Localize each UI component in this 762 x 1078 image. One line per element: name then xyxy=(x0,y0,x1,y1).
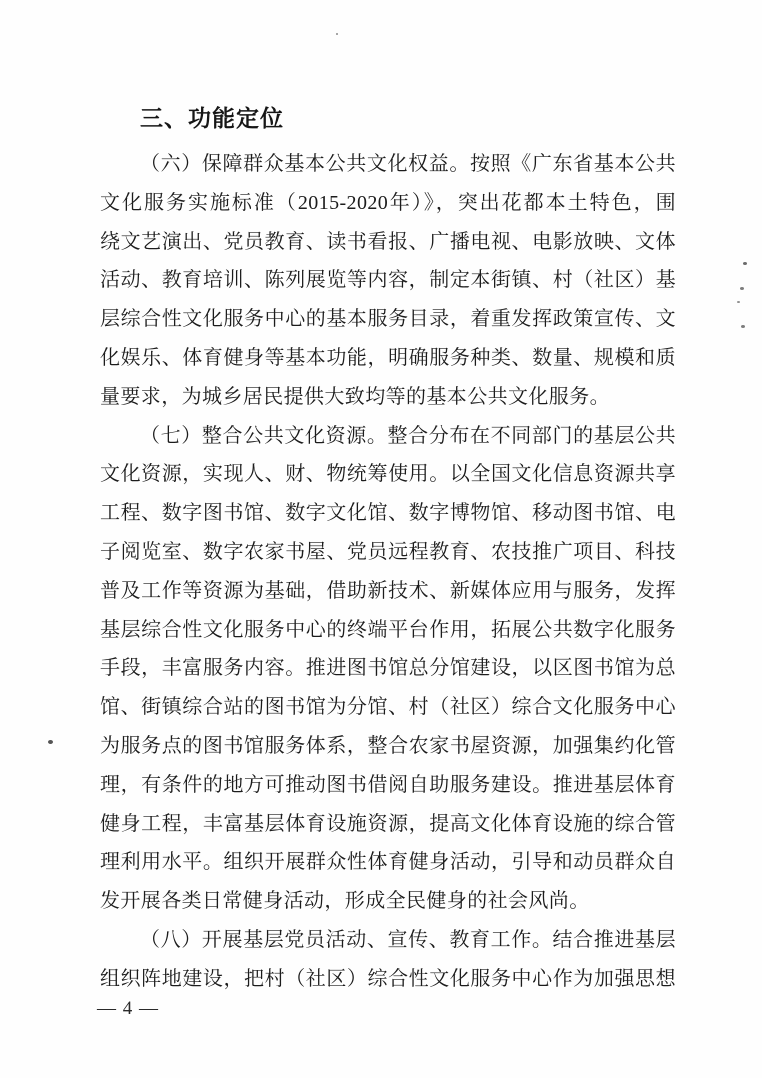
paragraph-line: （七）整合公共文化资源。整合分布在不同部门的基层公共 xyxy=(140,424,676,447)
document-body xyxy=(100,103,676,999)
paragraph-line: 工程、数字图书馆、数字文化馆、数字博物馆、移动图书馆、电 xyxy=(100,502,676,525)
page-number: — 4 — xyxy=(97,998,159,1019)
section-title: 三、功能定位 xyxy=(140,105,284,131)
scan-speck xyxy=(48,740,53,744)
paragraph-line: 量要求，为城乡居民提供大致均等的基本公共文化服务。 xyxy=(100,385,610,408)
paragraph-line: 文化资源，实现人、财、物统筹使用。以全国文化信息资源共享 xyxy=(100,463,676,486)
scan-speck xyxy=(336,33,338,35)
paragraph-line: （六）保障群众基本公共文化权益。按照《广东省基本公共 xyxy=(140,153,676,175)
paragraph-line: 发开展各类日常健身活动，形成全民健身的社会风尚。 xyxy=(100,890,590,913)
paragraph-line: 绕文艺演出、党员教育、读书看报、广播电视、电影放映、文体 xyxy=(100,230,676,253)
scan-speck xyxy=(740,287,744,290)
paragraph-line: 子阅览室、数字农家书屋、党员远程教育、农技推广项目、科技 xyxy=(100,540,676,563)
paragraph-line: 为服务点的图书馆服务体系，整合农家书屋资源，加强集约化管 xyxy=(100,734,676,757)
paragraph-line: （八）开展基层党员活动、宣传、教育工作。结合推进基层 xyxy=(140,928,676,951)
scan-speck xyxy=(737,301,740,303)
paragraph-line: 理利用水平。组织开展群众性体育健身活动，引导和动员群众自 xyxy=(100,851,676,874)
paragraph-line: 手段，丰富服务内容。推进图书馆总分馆建设，以区图书馆为总 xyxy=(100,657,676,680)
paragraph-line: 组织阵地建设，把村（社区）综合性文化服务中心作为加强思想 xyxy=(100,967,676,990)
paragraph-line: 基层综合性文化服务中心的终端平台作用，拓展公共数字化服务 xyxy=(100,618,676,641)
paragraph-line: 文化服务实施标准（2015-2020年）》，突出花都本土特色，围 xyxy=(100,191,676,214)
paragraph-line: 普及工作等资源为基础，借助新技术、新媒体应用与服务，发挥 xyxy=(100,579,676,602)
paragraph-line: 化娱乐、体育健身等基本功能，明确服务种类、数量、规模和质 xyxy=(100,346,676,369)
scan-speck xyxy=(741,325,745,328)
paragraph-line: 健身工程，丰富基层体育设施资源，提高文化体育设施的综合管 xyxy=(100,812,676,835)
paragraph-line: 层综合性文化服务中心的基本服务目录，着重发挥政策宣传、文 xyxy=(100,308,676,331)
paragraph-line: 理，有条件的地方可推动图书借阅自助服务建设。推进基层体育 xyxy=(100,773,676,796)
scan-speck xyxy=(743,262,747,265)
paragraph-line: 活动、教育培训、陈列展览等内容，制定本街镇、村（社区）基 xyxy=(100,269,676,292)
paragraph-line: 馆、街镇综合站的图书馆为分馆、村（社区）综合文化服务中心 xyxy=(100,696,676,719)
